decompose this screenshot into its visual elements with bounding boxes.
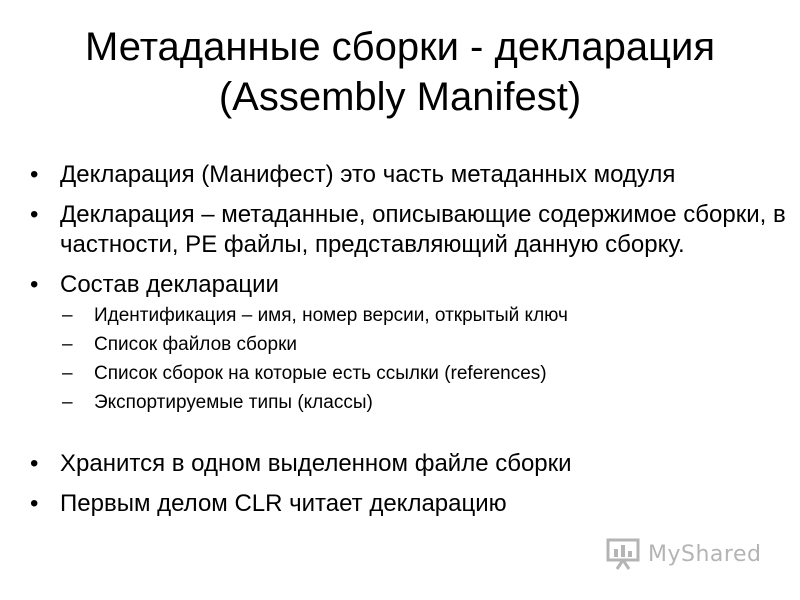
spacer (28, 425, 788, 449)
dash-marker: – (62, 334, 73, 355)
bullet-item (28, 160, 788, 190)
bullet-marker: • (30, 271, 39, 298)
dash-marker: – (62, 305, 73, 326)
bullet-text: Хранится в одном выделенном файле сборки (60, 450, 572, 477)
slide-title (40, 22, 760, 122)
bullet-list (28, 160, 788, 529)
dash-marker: – (62, 392, 73, 413)
presentation-board-icon (606, 537, 644, 571)
sub-item-text: Идентификация – имя, номер версии, открытый ключ (94, 305, 568, 326)
watermark (606, 536, 761, 572)
sub-list (60, 304, 788, 415)
watermark-text: MyShared (648, 541, 762, 567)
bullet-marker: • (30, 161, 39, 188)
dash-marker: – (62, 363, 73, 384)
bullet-text: Состав декларации (60, 271, 279, 298)
bullet-text: Декларация (Манифест) это часть метаданных модуля (60, 161, 676, 188)
bullet-item (28, 489, 788, 519)
sub-item (28, 391, 788, 415)
sub-item (28, 333, 788, 357)
bullet-text: Первым делом CLR читает декларацию (60, 490, 507, 517)
sub-item (28, 304, 788, 328)
bullet-item (28, 200, 788, 260)
bullet-marker: • (30, 201, 39, 228)
bullet-marker: • (30, 450, 39, 477)
title-line-1: Метаданные сборки - декларация (85, 25, 715, 69)
title-line-2: (Assembly Manifest) (218, 75, 582, 119)
sub-item-text: Экспортируемые типы (классы) (94, 392, 373, 413)
sub-item-text: Список файлов сборки (94, 334, 297, 355)
bullet-marker: • (30, 490, 39, 517)
sub-item (28, 362, 788, 386)
bullet-text: Декларация – метаданные, описывающие содержимое сборки, в частности, PE файлы, представляющий данную сборку. (60, 201, 786, 258)
bullet-item (28, 449, 788, 479)
bullet-item (28, 270, 788, 415)
sub-item-text: Список сборок на которые есть ссылки (references) (94, 363, 547, 384)
